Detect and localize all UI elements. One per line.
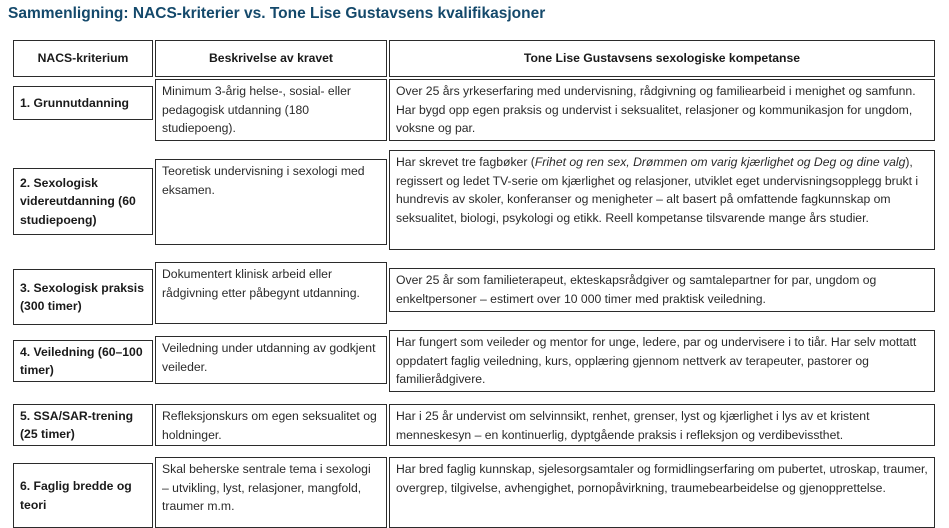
competence-cell — [389, 268, 935, 312]
criterion-cell: 1. Grunnutdanning — [13, 86, 153, 120]
competence-cell — [389, 330, 935, 392]
header-description: Beskrivelse av kravet — [155, 40, 387, 77]
description-cell: Teoretisk undervisning i sexologi med eksamen. — [155, 159, 387, 245]
header-competence: Tone Lise Gustavsens sexologiske kompetanse — [389, 40, 935, 77]
description-cell: Dokumentert klinisk arbeid eller rådgivning etter påbegynt utdanning. — [155, 262, 387, 324]
competence-cell — [389, 150, 935, 250]
header-criterion: NACS-kriterium — [13, 40, 153, 77]
competence-cell — [389, 79, 935, 141]
description-cell: Refleksjonskurs om egen seksualitet og holdninger. — [155, 404, 387, 446]
competence-cell — [389, 404, 935, 446]
criterion-cell: 6. Faglig bredde og teori — [13, 463, 153, 528]
competence-text: Over 25 år som familieterapeut, ekteskapsrådgiver og samtalepartner for par, ungdom og enkeltpersoner – estimert over 10 000 timer med praktisk veiledning. — [396, 273, 877, 306]
competence-text: Har skrevet tre fagbøker ( — [396, 155, 535, 169]
description-cell: Veiledning under utdanning av godkjent veileder. — [155, 336, 387, 384]
competence-text: Har fungert som veileder og mentor for unge, ledere, par og undervisere i to tiår. Har selv mottatt oppdatert faglig veiledning, kurs, opplæring gjennom nettverk av terapeuter, pastorer og familierådgivere. — [396, 335, 917, 386]
criterion-cell: 4. Veiledning (60–100 timer) — [13, 340, 153, 382]
competence-text: Har bred faglig kunnskap, sjelesorgsamtaler og formidlingserfaring om pubertet, utroskap, traumer, overgrep, tilgivelse, avhengighet, pornopåvirkning, traumebearbeidelse og gjenopprettelse. — [396, 462, 928, 495]
competence-text: Har i 25 år undervist om selvinnsikt, renhet, grenser, lyst og kjærlighet i lys av et kristent menneskesyn – en kontinuerlig, dyptgående praksis i refleksjon og verdibevissthet. — [396, 409, 870, 442]
criterion-cell: 5. SSA/SAR-trening (25 timer) — [13, 404, 153, 446]
description-cell: Skal beherske sentrale tema i sexologi – utvikling, lyst, relasjoner, mangfold, traumer m.m. — [155, 457, 387, 528]
criterion-cell: 2. Sexologisk videreutdanning (60 studiepoeng) — [13, 168, 153, 235]
competence-cell — [389, 457, 935, 528]
competence-text: Over 25 års yrkeserfaring med undervisning, rådgivning og familiearbeid i menighet og samfunn. Har bygd opp egen praksis og undervist i seksualitet, relasjoner og kommunikasjon for ungdom, voksne og par. — [396, 84, 916, 135]
page-title: Sammenligning: NACS-kriterier vs. Tone Lise Gustavsens kvalifikasjoner — [8, 5, 546, 22]
criterion-cell: 3. Sexologisk praksis (300 timer) — [13, 269, 153, 325]
competence-text: ), regissert og ledet TV-serie om kjærlighet og relasjoner, utviklet eget undervisningsopplegg brukt i hundrevis av skoler, konferanser og menigheter – alt basert på omfattende fagkunnskap om seksualitet, biologi, psykologi og etikk. Reell kompetanse tilsvarende mange års studier. — [396, 155, 919, 225]
book-titles: Frihet og ren sex, Drømmen om varig kjærlighet og Deg og dine valg — [534, 155, 906, 169]
description-cell: Minimum 3-årig helse-, sosial- eller pedagogisk utdanning (180 studiepoeng). — [155, 79, 387, 141]
